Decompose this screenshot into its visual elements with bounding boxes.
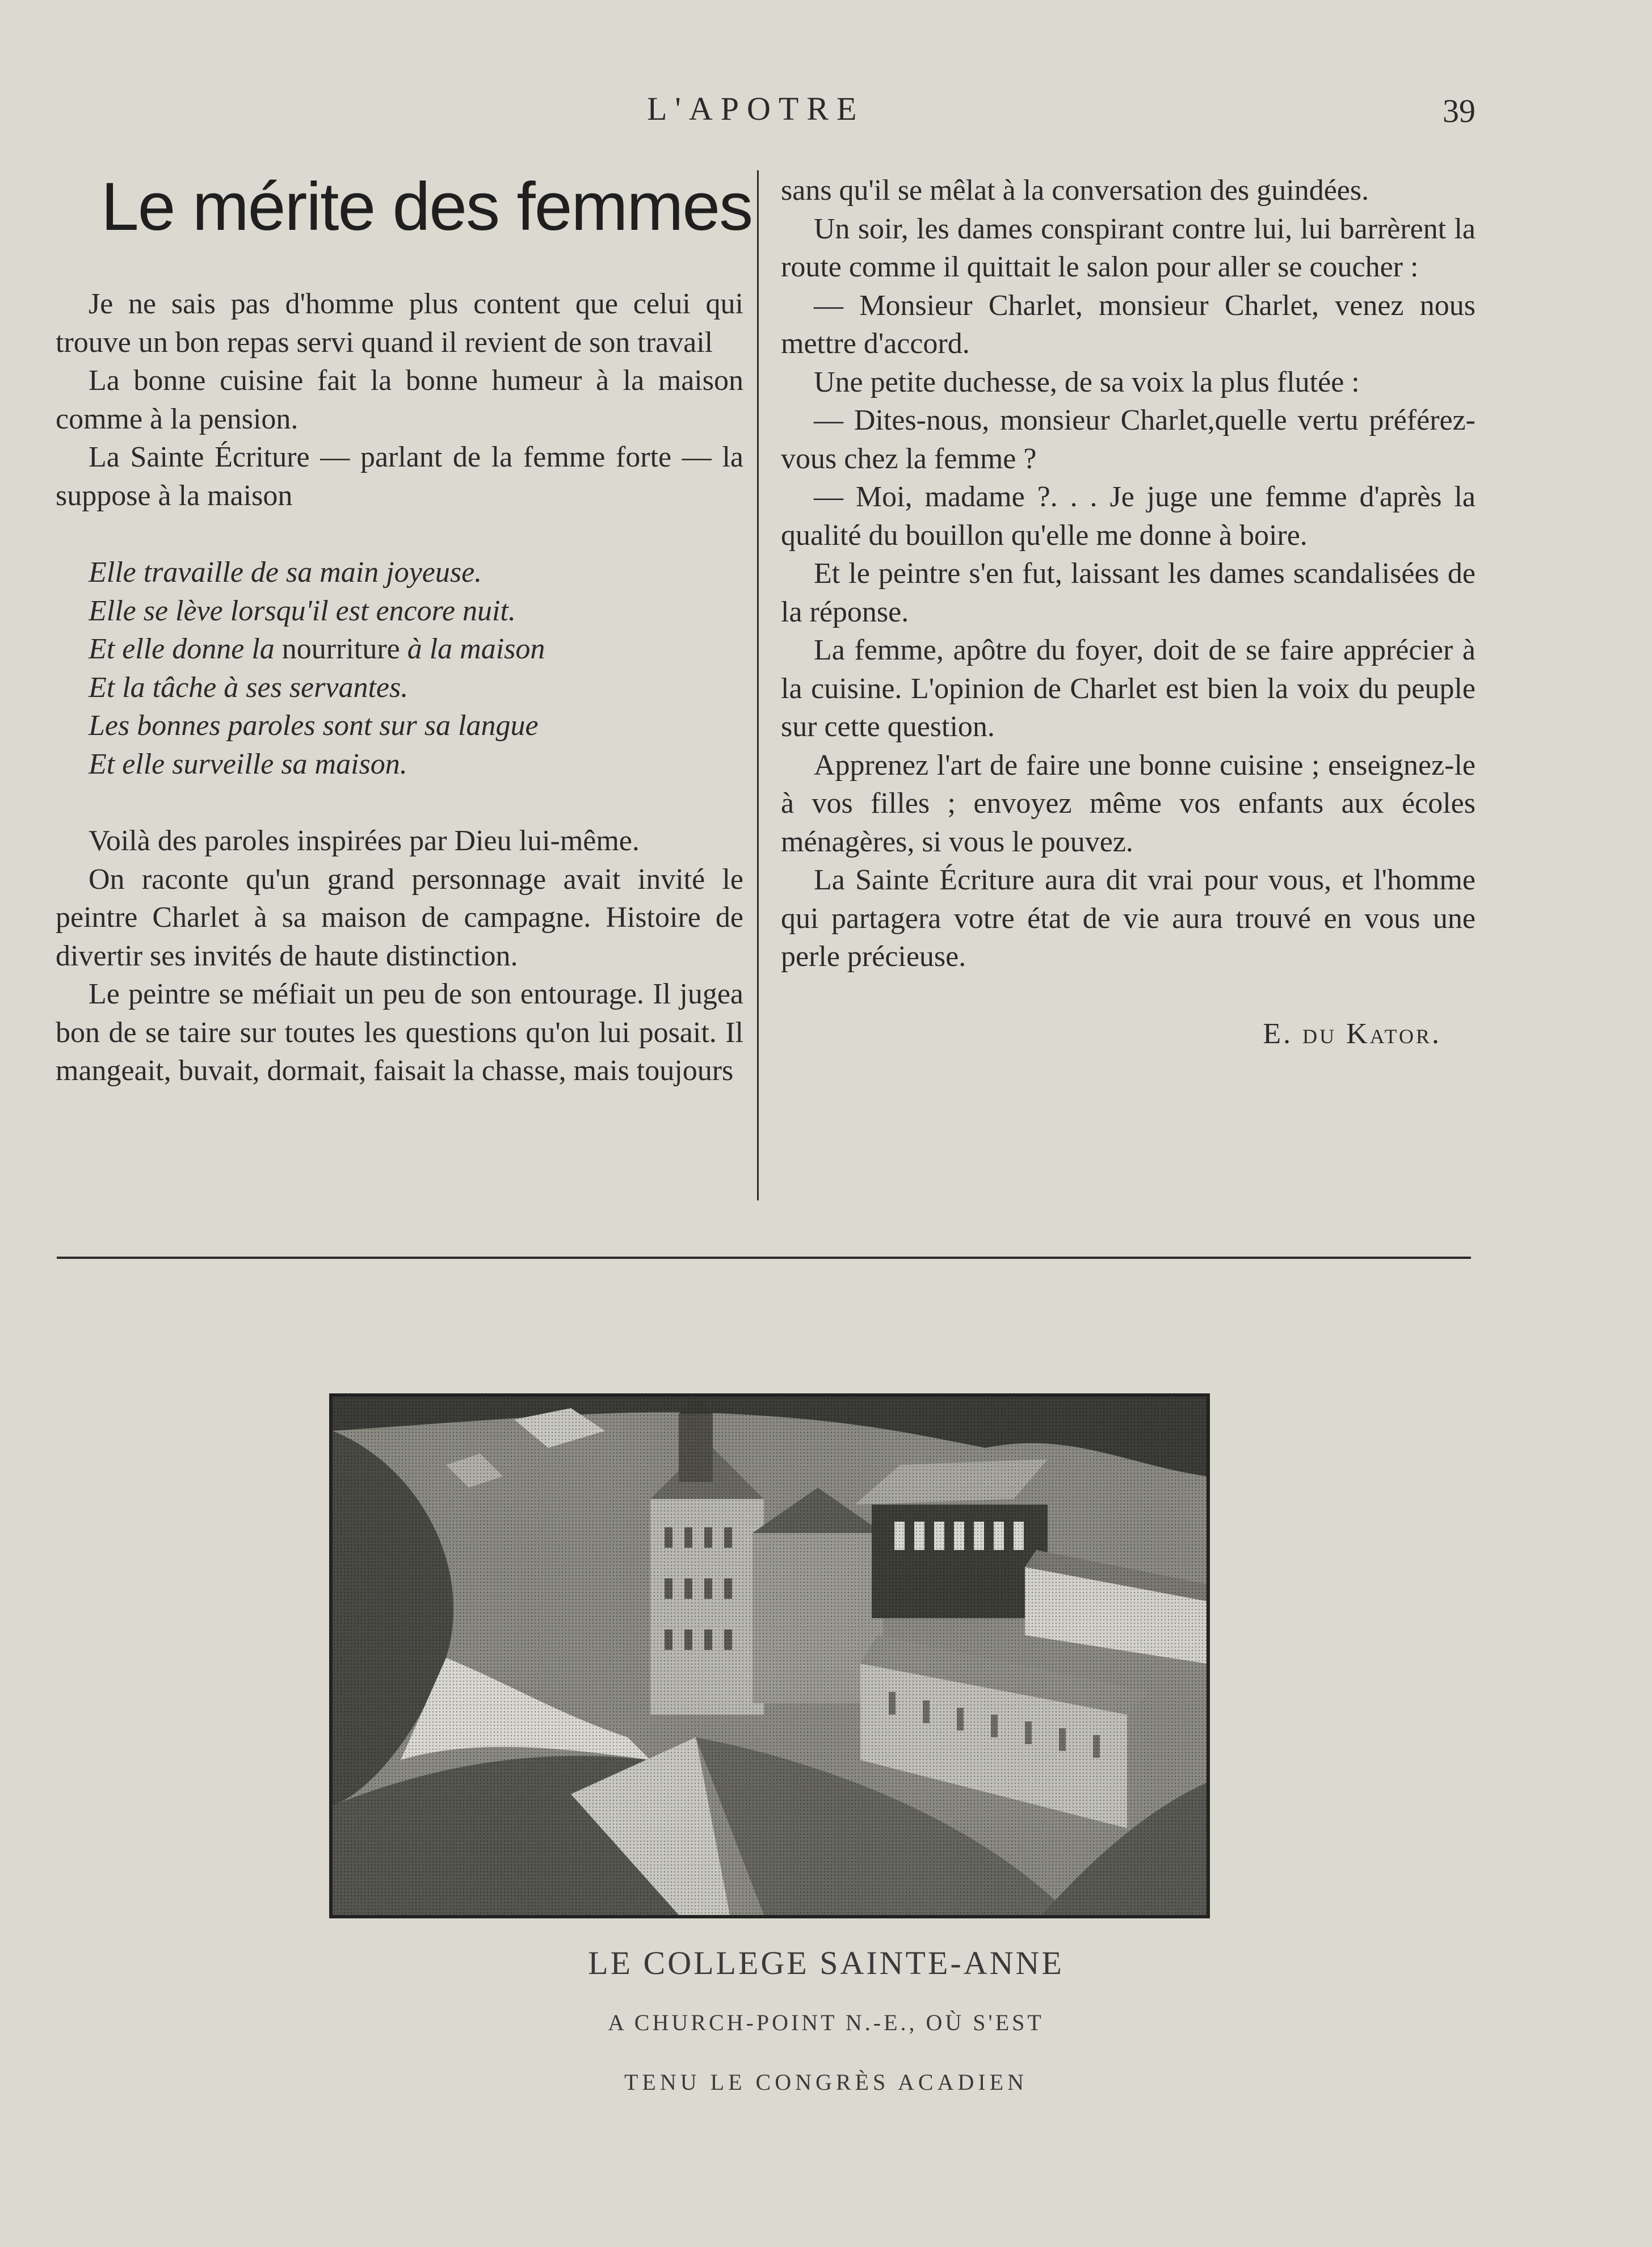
- column-divider: [757, 170, 759, 1200]
- scripture-verse: [56, 553, 743, 783]
- article-title: Le mérite des femmes: [101, 169, 753, 245]
- section-divider: [57, 1257, 1471, 1259]
- photo-caption-line: A CHURCH-POINT N.-E., OÙ S'EST: [608, 2010, 1044, 2035]
- college-building-illustration: [333, 1397, 1207, 1915]
- verse-fragment: Et elle donne la: [89, 633, 282, 665]
- paragraph: — Moi, madame ?. . . Je juge une femme d'après la qualité du bouillon qu'elle me donne à boire.: [781, 481, 1476, 552]
- paragraph: Un soir, les dames conspirant contre lui, lui barrèrent la route comme il quittait le salon pour aller se coucher :: [781, 212, 1476, 283]
- paragraph: La Sainte Écriture aura dit vrai pour vous, et l'homme qui partagera votre état de vie aura trouvé en vous une perle précieuse.: [781, 864, 1476, 973]
- paragraph: Et le peintre s'en fut, laissant les dames scandalisées de la réponse.: [781, 557, 1476, 628]
- verse-line: [56, 630, 743, 669]
- paragraph: On raconte qu'un grand personnage avait invité le peintre Charlet à sa maison de campagne. Histoire de divertir ses invités de haute distinction.: [56, 863, 743, 972]
- paragraph: Apprenez l'art de faire une bonne cuisine ; enseignez-le à vos filles ; envoyez même vos enfants aux écoles ménagères, si vous le pouvez.: [781, 749, 1476, 858]
- verse-fragment: à la maison: [400, 633, 545, 665]
- left-column: [56, 285, 743, 1090]
- photo-caption-line: TENU LE CONGRÈS ACADIEN: [624, 2069, 1028, 2095]
- paragraph: — Dites-nous, monsieur Charlet,quelle vertu préférez-vous chez la femme ?: [781, 404, 1476, 475]
- verse-line: Elle se lève lorsqu'il est encore nuit.: [89, 594, 516, 627]
- running-title: L'APOTRE: [647, 90, 865, 127]
- paragraph: La femme, apôtre du foyer, doit de se faire apprécier à la cuisine. L'opinion de Charlet est bien la voix du peuple sur cette question.: [781, 634, 1476, 743]
- verse-line: Et elle surveille sa maison.: [89, 747, 407, 780]
- photo-caption-title: LE COLLEGE SAINTE-ANNE: [588, 1944, 1064, 1981]
- paragraph: Une petite duchesse, de sa voix la plus flutée :: [814, 366, 1360, 398]
- college-photo: [329, 1393, 1210, 1918]
- page-number: 39: [1443, 93, 1476, 129]
- paragraph: Voilà des paroles inspirées par Dieu lui-même.: [89, 825, 640, 857]
- paragraph: La bonne cuisine fait la bonne humeur à la maison comme à la pension.: [56, 364, 743, 435]
- paragraph-continuation: sans qu'il se mêlat à la conversation des guindées.: [781, 174, 1369, 207]
- right-column: [781, 171, 1476, 1053]
- paragraph: Je ne sais pas d'homme plus content que celui qui trouve un bon repas servi quand il revient de son travail: [56, 288, 743, 359]
- paragraph: La Sainte Écriture — parlant de la femme forte — la suppose à la maison: [56, 441, 743, 512]
- author-signature: E. du Kator.: [1263, 1017, 1441, 1050]
- paragraph: — Monsieur Charlet, monsieur Charlet, venez nous mettre d'accord.: [781, 289, 1476, 360]
- verse-line: Les bonnes paroles sont sur sa langue: [89, 709, 539, 742]
- verse-line: Et la tâche à ses servantes.: [89, 671, 409, 704]
- running-header: [57, 90, 1476, 141]
- paragraph: Le peintre se méfiait un peu de son entourage. Il jugea bon de se taire sur toutes les questions qu'on lui posait. Il mangeait, buvait, dormait, faisait la chasse, mais toujours: [56, 978, 743, 1087]
- verse-line: Elle travaille de sa main joyeuse.: [89, 556, 482, 589]
- verse-fragment-upright: nourriture: [281, 633, 400, 665]
